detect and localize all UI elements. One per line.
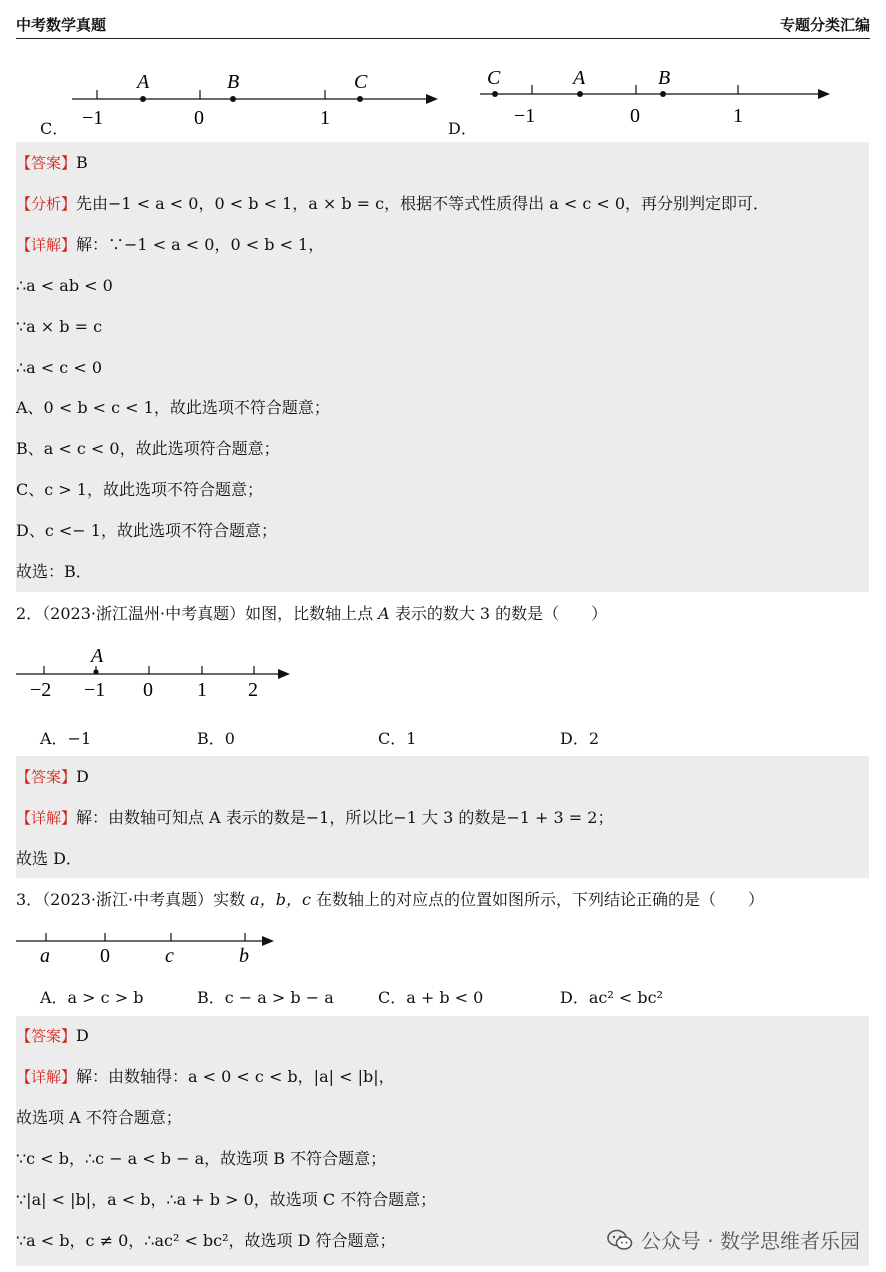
q2-answer: 【答案】D <box>16 767 89 786</box>
point-b-label: B <box>227 71 240 93</box>
point-b-label: B <box>658 67 671 89</box>
header-title: 中考数学真题 <box>16 16 107 34</box>
q2-number-line <box>14 640 304 702</box>
tick-label: 1 <box>733 105 743 127</box>
tick-label: 0 <box>194 107 204 129</box>
tick-label: −2 <box>30 679 52 701</box>
q3-detail-line: ∵|a| < |b|，a < b，∴a + b > 0，故选项 C 不符合题意； <box>16 1190 437 1209</box>
q2-option-d: D．2 <box>560 729 600 748</box>
q2-option-a: A．−1 <box>40 729 92 748</box>
q3-number-line <box>14 928 284 972</box>
axis-label-zero: 0 <box>100 945 110 967</box>
wechat-watermark <box>607 1225 860 1254</box>
q1-detail-line: ∴a < ab < 0 <box>16 276 113 295</box>
q3-stem: 3．（2023·浙江·中考真题）实数 a，b，c 在数轴上的对应点的位置如图所示，下列结论正确的是（ ） <box>16 890 765 909</box>
watermark-text: 公众号 · 数学思维者乐园 <box>640 1229 860 1253</box>
axis-label-c: c <box>165 945 174 967</box>
point-c-label: C <box>354 71 368 93</box>
axis-label-a: a <box>40 945 50 967</box>
axis-label-b: b <box>239 945 249 967</box>
tick-label: 0 <box>143 679 153 701</box>
tick-label: 0 <box>630 105 640 127</box>
tick-label: −1 <box>82 107 104 129</box>
q1-detail-line: C、c > 1，故此选项不符合题意； <box>16 480 263 499</box>
q1-detail-line: ∵a × b = c <box>16 317 103 336</box>
q1-detail-line: A、0 < b < c < 1，故此选项不符合题意； <box>16 398 330 417</box>
q3-option-a: A．a > c > b <box>40 988 144 1007</box>
q3-option-c: C．a + b < 0 <box>378 988 484 1007</box>
tick-label: 2 <box>248 679 258 701</box>
q1-analysis: 【分析】先由−1 < a < 0，0 < b < 1，a × b = c，根据不等式性质得出 a < c < 0，再分别判定即可． <box>16 194 770 213</box>
q3-option-b: B．c − a > b − a <box>197 988 334 1007</box>
tick-label: −1 <box>514 105 536 127</box>
option-d-label: D． <box>448 119 477 138</box>
point-a-label: A <box>573 67 586 89</box>
q2-option-c: C．1 <box>378 729 417 748</box>
option-c-number-line <box>60 62 450 130</box>
q1-answer: 【答案】B <box>16 153 88 172</box>
q3-detail-line: 故选项 A 不符合题意； <box>16 1108 182 1127</box>
page-header <box>16 8 870 39</box>
point-a-label: A <box>91 645 104 667</box>
q1-detail-line: D、c <− 1，故此选项不符合题意； <box>16 521 277 540</box>
q2-option-b: B．0 <box>197 729 235 748</box>
q3-answer: 【答案】D <box>16 1026 89 1045</box>
q1-detail-line: ∴a < c < 0 <box>16 358 103 377</box>
q3-detail-line: ∵a < b，c ≠ 0，∴ac² < bc²，故选项 D 符合题意； <box>16 1231 396 1250</box>
q2-detail: 【详解】解：由数轴可知点 A 表示的数是−1，所以比−1 大 3 的数是−1 + 3 = 2； <box>16 808 614 827</box>
q3-detail: 【详解】解：由数轴得：a < 0 < c < b，|a| < |b|， <box>16 1067 395 1086</box>
point-a-label: A <box>137 71 150 93</box>
q1-detail-line: B、a < c < 0，故此选项符合题意； <box>16 439 280 458</box>
option-d-number-line <box>470 58 840 130</box>
q1-detail: 【详解】解：∵−1 < a < 0，0 < b < 1， <box>16 235 325 254</box>
q3-option-d: D．ac² < bc² <box>560 988 663 1007</box>
q2-stem: 2．（2023·浙江温州·中考真题）如图，比数轴上点 A 表示的数大 3 的数是（ ） <box>16 604 608 623</box>
option-c-label: C． <box>40 119 69 138</box>
tick-label: 1 <box>197 679 207 701</box>
q1-detail-line: 故选：B． <box>16 562 92 581</box>
point-c-label: C <box>487 67 501 89</box>
q3-detail-line: ∵c < b，∴c − a < b − a，故选项 B 不符合题意； <box>16 1149 387 1168</box>
header-category: 专题分类汇编 <box>779 16 870 34</box>
tick-label: −1 <box>84 679 106 701</box>
wechat-icon <box>607 1229 633 1251</box>
q2-detail-line: 故选 D． <box>16 849 82 868</box>
tick-label: 1 <box>320 107 330 129</box>
